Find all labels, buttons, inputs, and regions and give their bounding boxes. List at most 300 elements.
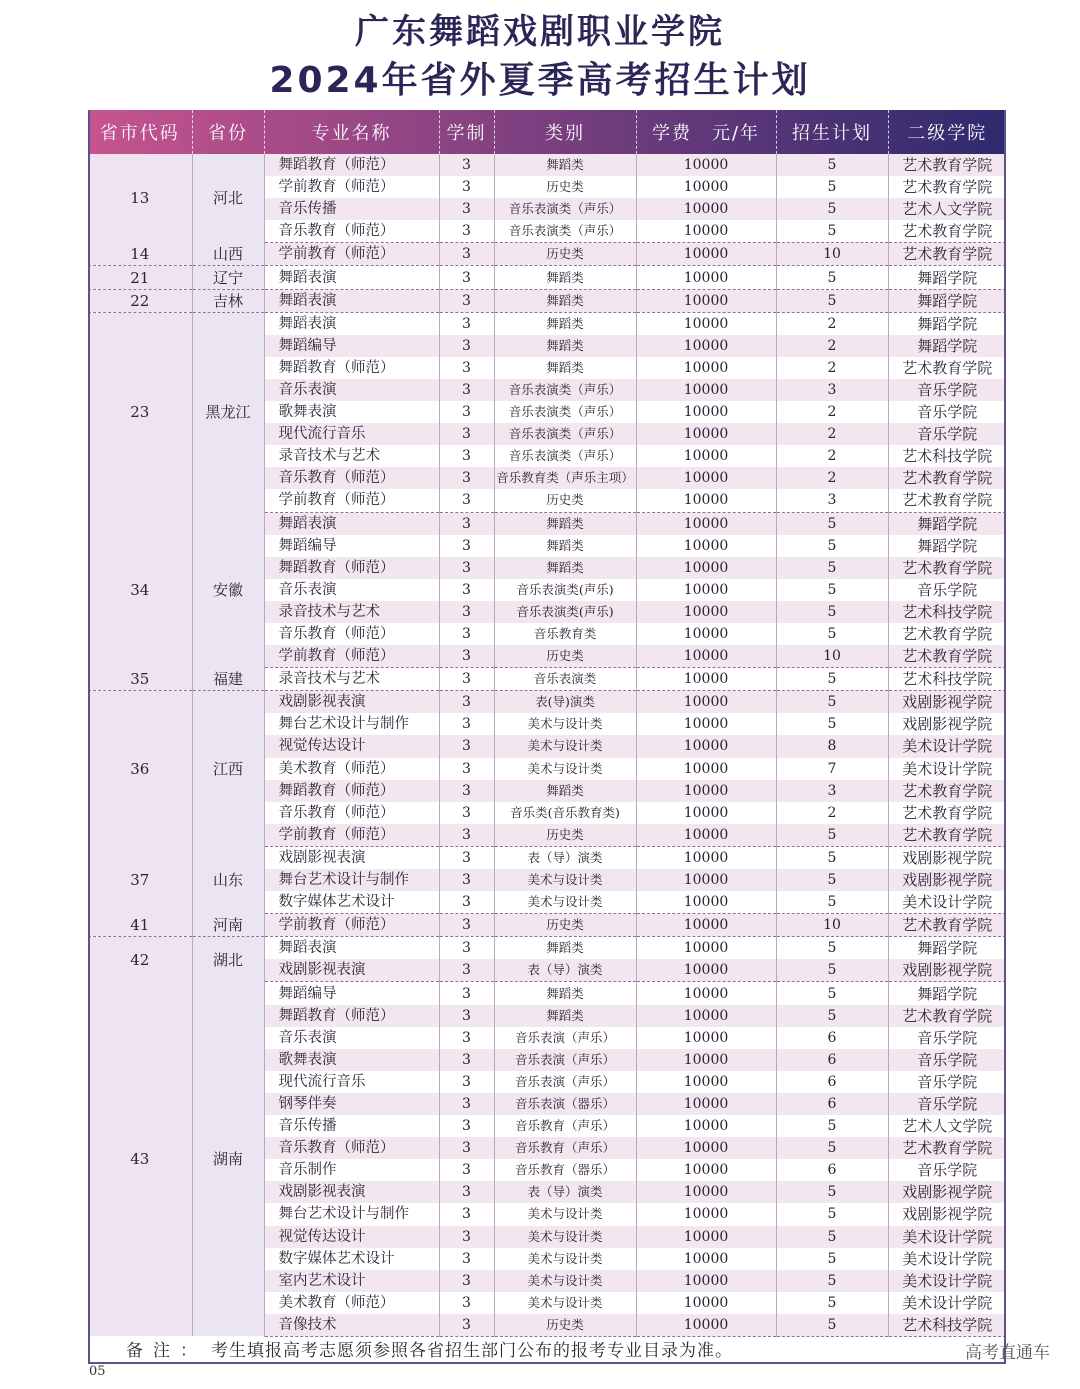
college-cell: 戏剧影视学院 — [888, 1181, 1006, 1203]
college-cell: 艺术教育学院 — [888, 645, 1006, 668]
province-code-cell: 13 — [88, 154, 192, 243]
quota-cell: 5 — [776, 1226, 888, 1248]
major-cell: 舞蹈教育（师范） — [264, 1005, 439, 1027]
province-code-cell: 35 — [88, 668, 192, 691]
province-cell: 福建 — [192, 668, 264, 691]
watermark: 高考直通车 — [965, 1343, 1050, 1363]
duration-cell: 3 — [439, 959, 494, 982]
tuition-cell: 10000 — [636, 1292, 776, 1314]
college-cell: 音乐学院 — [888, 1093, 1006, 1115]
duration-cell: 3 — [439, 735, 494, 757]
tuition-cell: 10000 — [636, 937, 776, 960]
province-code-cell: 36 — [88, 691, 192, 847]
category-cell: 美术与设计类 — [494, 891, 636, 914]
note-text: 考生填报高考志愿须参照各省招生部门公布的报考专业目录为准。 — [211, 1341, 733, 1361]
quota-cell: 5 — [776, 154, 888, 176]
category-cell: 音乐表演（声乐） — [494, 1049, 636, 1071]
major-cell: 音乐表演 — [264, 1027, 439, 1049]
tuition-cell: 10000 — [636, 1071, 776, 1093]
duration-cell: 3 — [439, 914, 494, 937]
major-cell: 舞蹈表演 — [264, 312, 439, 335]
tuition-cell: 10000 — [636, 1181, 776, 1203]
tuition-cell: 10000 — [636, 512, 776, 535]
major-cell: 舞蹈表演 — [264, 937, 439, 960]
major-cell: 歌舞表演 — [264, 401, 439, 423]
tuition-cell: 10000 — [636, 758, 776, 780]
tuition-cell: 10000 — [636, 357, 776, 379]
duration-cell: 3 — [439, 1093, 494, 1115]
category-cell: 舞蹈类 — [494, 357, 636, 379]
duration-cell: 3 — [439, 1071, 494, 1093]
category-cell: 历史类 — [494, 824, 636, 847]
tuition-cell: 10000 — [636, 914, 776, 937]
tuition-cell: 10000 — [636, 623, 776, 645]
college-cell: 艺术教育学院 — [888, 824, 1006, 847]
province-cell: 湖南 — [192, 982, 264, 1337]
college-cell: 舞蹈学院 — [888, 512, 1006, 535]
major-cell: 现代流行音乐 — [264, 423, 439, 445]
duration-cell: 3 — [439, 1203, 494, 1225]
quota-cell: 2 — [776, 357, 888, 379]
major-cell: 音乐教育（师范） — [264, 467, 439, 489]
tuition-cell: 10000 — [636, 668, 776, 691]
tuition-cell: 10000 — [636, 1005, 776, 1027]
major-cell: 舞蹈编导 — [264, 335, 439, 357]
duration-cell: 3 — [439, 489, 494, 512]
duration-cell: 3 — [439, 243, 494, 266]
province-code-cell: 21 — [88, 266, 192, 289]
category-cell: 音乐教育类 — [494, 623, 636, 645]
major-cell: 戏剧影视表演 — [264, 1181, 439, 1203]
page-subtitle: 2024年省外夏季高考招生计划 — [269, 60, 811, 101]
quota-cell: 5 — [776, 512, 888, 535]
major-cell: 戏剧影视表演 — [264, 691, 439, 714]
tuition-cell: 10000 — [636, 312, 776, 335]
major-cell: 音乐制作 — [264, 1159, 439, 1181]
header-code: 省市代码 — [88, 110, 192, 154]
college-cell: 艺术教育学院 — [888, 154, 1006, 176]
duration-cell: 3 — [439, 758, 494, 780]
tuition-cell: 10000 — [636, 557, 776, 579]
quota-cell: 5 — [776, 1137, 888, 1159]
college-cell: 艺术教育学院 — [888, 802, 1006, 824]
college-cell: 美术设计学院 — [888, 1292, 1006, 1314]
category-cell: 音乐教育类（声乐主项） — [494, 467, 636, 489]
quota-cell: 5 — [776, 579, 888, 601]
duration-cell: 3 — [439, 824, 494, 847]
college-cell: 舞蹈学院 — [888, 937, 1006, 960]
quota-cell: 5 — [776, 937, 888, 960]
quota-cell: 5 — [776, 289, 888, 312]
tuition-cell: 10000 — [636, 1027, 776, 1049]
college-cell: 艺术科技学院 — [888, 668, 1006, 691]
major-cell: 录音技术与艺术 — [264, 601, 439, 623]
category-cell: 历史类 — [494, 914, 636, 937]
duration-cell: 3 — [439, 1159, 494, 1181]
college-cell: 音乐学院 — [888, 1159, 1006, 1181]
footnote — [126, 1336, 733, 1361]
category-cell: 音乐表演类(声乐) — [494, 579, 636, 601]
tuition-cell: 10000 — [636, 243, 776, 266]
quota-cell: 5 — [776, 557, 888, 579]
major-cell: 舞台艺术设计与制作 — [264, 1203, 439, 1225]
tuition-cell: 10000 — [636, 645, 776, 668]
category-cell: 历史类 — [494, 1314, 636, 1337]
quota-cell: 6 — [776, 1159, 888, 1181]
category-cell: 音乐表演类（声乐） — [494, 379, 636, 401]
college-cell: 艺术教育学院 — [888, 557, 1006, 579]
category-cell: 历史类 — [494, 489, 636, 512]
category-cell: 舞蹈类 — [494, 937, 636, 960]
duration-cell: 3 — [439, 579, 494, 601]
duration-cell: 3 — [439, 1115, 494, 1137]
category-cell: 美术与设计类 — [494, 1226, 636, 1248]
tuition-cell: 10000 — [636, 959, 776, 982]
tuition-cell: 10000 — [636, 198, 776, 220]
duration-cell: 3 — [439, 1181, 494, 1203]
quota-cell: 5 — [776, 668, 888, 691]
quota-cell: 5 — [776, 1248, 888, 1270]
tuition-cell: 10000 — [636, 379, 776, 401]
college-cell: 音乐学院 — [888, 423, 1006, 445]
college-cell: 戏剧影视学院 — [888, 959, 1006, 982]
duration-cell: 3 — [439, 645, 494, 668]
category-cell: 历史类 — [494, 176, 636, 198]
tuition-cell: 10000 — [636, 154, 776, 176]
duration-cell: 3 — [439, 1292, 494, 1314]
major-cell: 录音技术与艺术 — [264, 668, 439, 691]
category-cell: 音乐教育（声乐） — [494, 1115, 636, 1137]
duration-cell: 3 — [439, 1248, 494, 1270]
tuition-cell: 10000 — [636, 579, 776, 601]
category-cell: 舞蹈类 — [494, 154, 636, 176]
duration-cell: 3 — [439, 713, 494, 735]
duration-cell: 3 — [439, 467, 494, 489]
college-cell: 音乐学院 — [888, 1049, 1006, 1071]
tuition-cell: 10000 — [636, 780, 776, 802]
category-cell: 舞蹈类 — [494, 266, 636, 289]
duration-cell: 3 — [439, 601, 494, 623]
category-cell: 音乐教育（声乐） — [494, 1137, 636, 1159]
province-cell: 山西 — [192, 243, 264, 266]
category-cell: 历史类 — [494, 243, 636, 266]
province-cell: 辽宁 — [192, 266, 264, 289]
category-cell: 表（导）演类 — [494, 959, 636, 982]
category-cell: 音乐表演（器乐） — [494, 1093, 636, 1115]
college-cell: 美术设计学院 — [888, 758, 1006, 780]
duration-cell: 3 — [439, 289, 494, 312]
header-quota: 招生计划 — [776, 110, 888, 154]
duration-cell: 3 — [439, 982, 494, 1005]
header-category: 类别 — [494, 110, 636, 154]
duration-cell: 3 — [439, 891, 494, 914]
duration-cell: 3 — [439, 357, 494, 379]
quota-cell: 5 — [776, 1292, 888, 1314]
college-cell: 艺术科技学院 — [888, 1314, 1006, 1337]
category-cell: 舞蹈类 — [494, 557, 636, 579]
quota-cell: 5 — [776, 266, 888, 289]
duration-cell: 3 — [439, 1005, 494, 1027]
quota-cell: 5 — [776, 220, 888, 243]
college-cell: 艺术教育学院 — [888, 914, 1006, 937]
category-cell: 音乐表演类（声乐） — [494, 401, 636, 423]
major-cell: 舞蹈表演 — [264, 512, 439, 535]
major-cell: 学前教育（师范） — [264, 243, 439, 266]
quota-cell: 5 — [776, 1270, 888, 1292]
header-major: 专业名称 — [264, 110, 439, 154]
tuition-cell: 10000 — [636, 445, 776, 467]
college-cell: 戏剧影视学院 — [888, 1203, 1006, 1225]
quota-cell: 2 — [776, 423, 888, 445]
category-cell: 音乐表演类(声乐) — [494, 601, 636, 623]
duration-cell: 3 — [439, 198, 494, 220]
major-cell: 舞蹈教育（师范） — [264, 780, 439, 802]
quota-cell: 10 — [776, 914, 888, 937]
category-cell: 舞蹈类 — [494, 335, 636, 357]
college-cell: 舞蹈学院 — [888, 335, 1006, 357]
quota-cell: 5 — [776, 691, 888, 714]
major-cell: 录音技术与艺术 — [264, 445, 439, 467]
tuition-cell: 10000 — [636, 891, 776, 914]
major-cell: 学前教育（师范） — [264, 176, 439, 198]
province-cell: 黑龙江 — [192, 312, 264, 512]
duration-cell: 3 — [439, 220, 494, 243]
quota-cell: 10 — [776, 243, 888, 266]
category-cell: 表（导）演类 — [494, 1181, 636, 1203]
tuition-cell: 10000 — [636, 601, 776, 623]
category-cell: 表（导）演类 — [494, 846, 636, 869]
quota-cell: 3 — [776, 489, 888, 512]
table-frame — [88, 110, 1006, 1364]
category-cell: 美术与设计类 — [494, 713, 636, 735]
college-cell: 艺术教育学院 — [888, 243, 1006, 266]
province-cell: 江西 — [192, 691, 264, 847]
major-cell: 室内艺术设计 — [264, 1270, 439, 1292]
category-cell: 舞蹈类 — [494, 780, 636, 802]
quota-cell: 5 — [776, 1181, 888, 1203]
tuition-cell: 10000 — [636, 176, 776, 198]
tuition-cell: 10000 — [636, 1314, 776, 1337]
major-cell: 戏剧影视表演 — [264, 959, 439, 982]
college-cell: 美术设计学院 — [888, 1226, 1006, 1248]
tuition-cell: 10000 — [636, 266, 776, 289]
duration-cell: 3 — [439, 937, 494, 960]
header-province: 省份 — [192, 110, 264, 154]
major-cell: 学前教育（师范） — [264, 489, 439, 512]
duration-cell: 3 — [439, 266, 494, 289]
tuition-cell: 10000 — [636, 535, 776, 557]
quota-cell: 5 — [776, 713, 888, 735]
college-cell: 舞蹈学院 — [888, 266, 1006, 289]
quota-cell: 2 — [776, 802, 888, 824]
major-cell: 音乐教育（师范） — [264, 623, 439, 645]
tuition-cell: 10000 — [636, 802, 776, 824]
college-cell: 舞蹈学院 — [888, 982, 1006, 1005]
college-cell: 艺术人文学院 — [888, 1115, 1006, 1137]
major-cell: 学前教育（师范） — [264, 645, 439, 668]
province-code-cell: 37 — [88, 846, 192, 913]
college-cell: 戏剧影视学院 — [888, 869, 1006, 891]
tuition-cell: 10000 — [636, 467, 776, 489]
college-cell: 戏剧影视学院 — [888, 846, 1006, 869]
tuition-cell: 10000 — [636, 1159, 776, 1181]
quota-cell: 5 — [776, 623, 888, 645]
major-cell: 音乐传播 — [264, 1115, 439, 1137]
college-cell: 美术设计学院 — [888, 891, 1006, 914]
category-cell: 舞蹈类 — [494, 535, 636, 557]
major-cell: 数字媒体艺术设计 — [264, 891, 439, 914]
major-cell: 视觉传达设计 — [264, 735, 439, 757]
college-cell: 艺术教育学院 — [888, 623, 1006, 645]
college-cell: 艺术教育学院 — [888, 1137, 1006, 1159]
major-cell: 戏剧影视表演 — [264, 846, 439, 869]
province-code-cell: 22 — [88, 289, 192, 312]
quota-cell: 5 — [776, 1115, 888, 1137]
major-cell: 舞蹈教育（师范） — [264, 357, 439, 379]
province-code-cell: 14 — [88, 243, 192, 266]
category-cell: 历史类 — [494, 645, 636, 668]
category-cell: 美术与设计类 — [494, 735, 636, 757]
duration-cell: 3 — [439, 176, 494, 198]
province-cell: 吉林 — [192, 289, 264, 312]
quota-cell: 8 — [776, 735, 888, 757]
tuition-cell: 10000 — [636, 401, 776, 423]
major-cell: 学前教育（师范） — [264, 824, 439, 847]
quota-cell: 5 — [776, 959, 888, 982]
category-cell: 美术与设计类 — [494, 1270, 636, 1292]
major-cell: 音乐表演 — [264, 379, 439, 401]
quota-cell: 6 — [776, 1071, 888, 1093]
college-cell: 美术设计学院 — [888, 1248, 1006, 1270]
category-cell: 音乐表演类（声乐） — [494, 423, 636, 445]
duration-cell: 3 — [439, 780, 494, 802]
quota-cell: 6 — [776, 1049, 888, 1071]
category-cell: 音乐表演（声乐） — [494, 1071, 636, 1093]
quota-cell: 5 — [776, 535, 888, 557]
major-cell: 现代流行音乐 — [264, 1071, 439, 1093]
duration-cell: 3 — [439, 312, 494, 335]
note-label: 备注： — [126, 1341, 207, 1361]
tuition-cell: 10000 — [636, 423, 776, 445]
college-cell: 艺术教育学院 — [888, 489, 1006, 512]
college-cell: 艺术科技学院 — [888, 601, 1006, 623]
major-cell: 舞台艺术设计与制作 — [264, 713, 439, 735]
tuition-cell: 10000 — [636, 982, 776, 1005]
tuition-cell: 10000 — [636, 1203, 776, 1225]
college-cell: 舞蹈学院 — [888, 289, 1006, 312]
college-cell: 音乐学院 — [888, 1027, 1006, 1049]
quota-cell: 5 — [776, 891, 888, 914]
major-cell: 舞蹈教育（师范） — [264, 557, 439, 579]
duration-cell: 3 — [439, 154, 494, 176]
category-cell: 舞蹈类 — [494, 1005, 636, 1027]
college-cell: 音乐学院 — [888, 579, 1006, 601]
college-cell: 美术设计学院 — [888, 1270, 1006, 1292]
college-cell: 艺术科技学院 — [888, 445, 1006, 467]
province-code-cell: 41 — [88, 914, 192, 937]
quota-cell: 5 — [776, 869, 888, 891]
college-cell: 舞蹈学院 — [888, 312, 1006, 335]
major-cell: 音乐表演 — [264, 579, 439, 601]
duration-cell: 3 — [439, 423, 494, 445]
college-cell: 美术设计学院 — [888, 735, 1006, 757]
college-cell: 戏剧影视学院 — [888, 713, 1006, 735]
tuition-cell: 10000 — [636, 846, 776, 869]
duration-cell: 3 — [439, 401, 494, 423]
major-cell: 音乐教育（师范） — [264, 802, 439, 824]
quota-cell: 5 — [776, 176, 888, 198]
tuition-cell: 10000 — [636, 1226, 776, 1248]
quota-cell: 2 — [776, 467, 888, 489]
major-cell: 钢琴伴奏 — [264, 1093, 439, 1115]
tuition-cell: 10000 — [636, 1049, 776, 1071]
province-code-cell: 42 — [88, 937, 192, 982]
college-cell: 音乐学院 — [888, 1071, 1006, 1093]
duration-cell: 3 — [439, 1049, 494, 1071]
duration-cell: 3 — [439, 1226, 494, 1248]
quota-cell: 5 — [776, 1005, 888, 1027]
quota-cell: 10 — [776, 645, 888, 668]
college-cell: 艺术教育学院 — [888, 220, 1006, 243]
duration-cell: 3 — [439, 1314, 494, 1337]
tuition-cell: 10000 — [636, 735, 776, 757]
province-cell: 安徽 — [192, 512, 264, 668]
province-cell: 河南 — [192, 914, 264, 937]
quota-cell: 5 — [776, 198, 888, 220]
tuition-cell: 10000 — [636, 1270, 776, 1292]
category-cell: 音乐教育（器乐） — [494, 1159, 636, 1181]
category-cell: 美术与设计类 — [494, 1203, 636, 1225]
category-cell: 音乐表演（声乐） — [494, 1027, 636, 1049]
major-cell: 舞蹈编导 — [264, 982, 439, 1005]
duration-cell: 3 — [439, 1270, 494, 1292]
major-cell: 数字媒体艺术设计 — [264, 1248, 439, 1270]
college-cell: 艺术教育学院 — [888, 467, 1006, 489]
tuition-cell: 10000 — [636, 713, 776, 735]
page-number: 05 — [89, 1364, 106, 1379]
tuition-cell: 10000 — [636, 1248, 776, 1270]
duration-cell: 3 — [439, 623, 494, 645]
category-cell: 音乐表演类（声乐） — [494, 198, 636, 220]
category-cell: 舞蹈类 — [494, 982, 636, 1005]
major-cell: 美术教育（师范） — [264, 758, 439, 780]
category-cell: 音乐表演类（声乐） — [494, 220, 636, 243]
major-cell: 音乐传播 — [264, 198, 439, 220]
college-cell: 舞蹈学院 — [888, 535, 1006, 557]
page-title: 广东舞蹈戏剧职业学院 — [355, 12, 725, 52]
duration-cell: 3 — [439, 512, 494, 535]
header-duration: 学制 — [439, 110, 494, 154]
quota-cell: 2 — [776, 401, 888, 423]
major-cell: 舞蹈表演 — [264, 266, 439, 289]
quota-cell: 5 — [776, 1203, 888, 1225]
header-college: 二级学院 — [907, 123, 988, 144]
major-cell: 音乐教育（师范） — [264, 1137, 439, 1159]
college-cell: 艺术教育学院 — [888, 357, 1006, 379]
college-cell: 艺术教育学院 — [888, 176, 1006, 198]
quota-cell: 5 — [776, 601, 888, 623]
major-cell: 音像技术 — [264, 1314, 439, 1337]
quota-cell: 7 — [776, 758, 888, 780]
major-cell: 舞蹈教育（师范） — [264, 154, 439, 176]
category-cell: 音乐类(音乐教育类) — [494, 802, 636, 824]
tuition-cell: 10000 — [636, 289, 776, 312]
category-cell: 音乐表演类（声乐） — [494, 445, 636, 467]
tuition-cell: 10000 — [636, 1115, 776, 1137]
province-code-cell: 23 — [88, 312, 192, 512]
category-cell: 舞蹈类 — [494, 312, 636, 335]
college-cell: 戏剧影视学院 — [888, 691, 1006, 714]
